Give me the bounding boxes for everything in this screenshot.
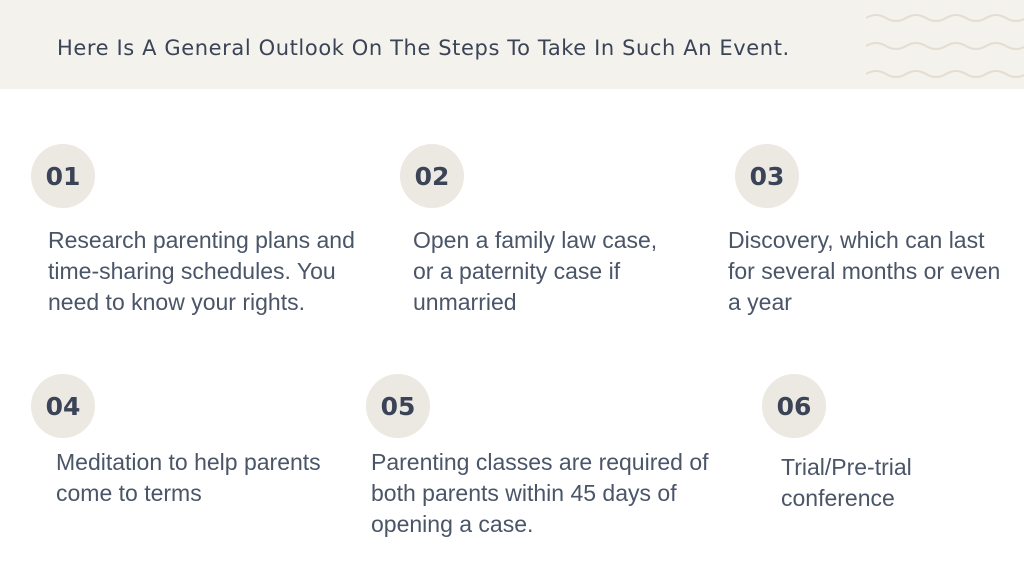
step-number-badge-02: 02 (400, 144, 464, 208)
step-number-badge-01: 01 (31, 144, 95, 208)
step-description-02: Open a family law case, or a paternity case if unmarried (413, 227, 658, 315)
step-description-03: Discovery, which can last for several months or even a year (728, 227, 1001, 315)
step-number-badge-04: 04 (31, 374, 95, 438)
step-description-01: Research parenting plans and time-sharing schedules. You need to know your rights. (48, 227, 355, 315)
step-description-04: Meditation to help parents come to terms (56, 449, 321, 506)
step-number-badge-03: 03 (735, 144, 799, 208)
page-title: Here Is A General Outlook On The Steps To Take In Such An Event. (57, 36, 790, 60)
header-banner (0, 0, 1024, 89)
step-description-06: Trial/Pre-trial conference (781, 454, 912, 511)
step-number-badge-06: 06 (762, 374, 826, 438)
wave-decoration-icon (866, 8, 1024, 88)
step-description-05: Parenting classes are required of both parents within 45 days of opening a case. (371, 449, 709, 537)
step-number-badge-05: 05 (366, 374, 430, 438)
